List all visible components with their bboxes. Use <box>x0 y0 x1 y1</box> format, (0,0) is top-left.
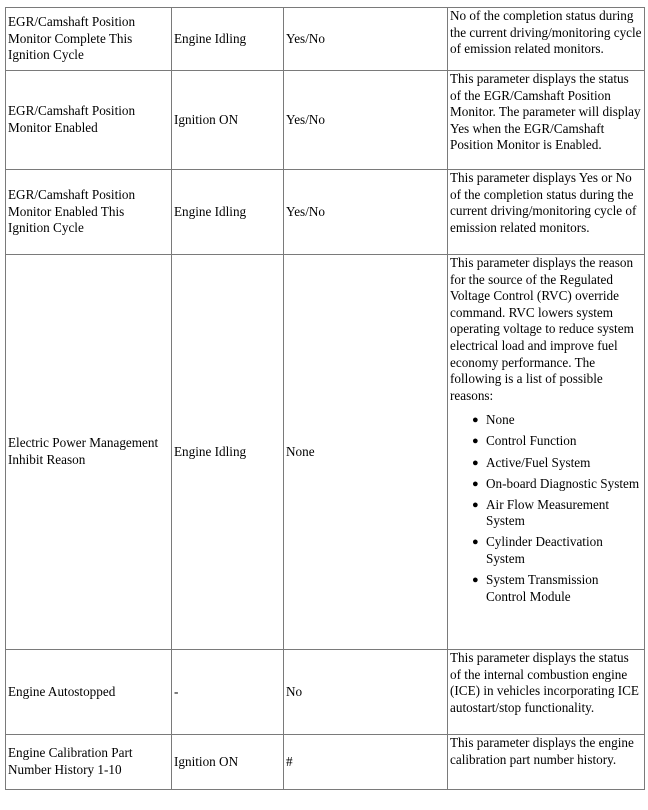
list-item: ● Active/Fuel System <box>472 454 591 470</box>
table-row <box>6 650 645 735</box>
value-cell: Yes/No <box>284 71 448 170</box>
parameter-table <box>5 7 645 790</box>
value-cell: Yes/No <box>284 8 448 71</box>
description-cell: This parameter displays the status of the internal combustion engine (ICE) in vehicles incorporating ICE autostart/stop functionality. <box>448 650 645 735</box>
bullet-icon: ● <box>472 414 479 427</box>
list-item: ● System Transmission Control Module <box>472 572 599 604</box>
table-row <box>6 255 645 650</box>
parameter-name: Electric Power Management Inhibit Reason <box>6 255 172 650</box>
bullet-icon: ● <box>472 498 479 511</box>
parameter-name: EGR/Camshaft Position Monitor Complete This Ignition Cycle <box>6 8 172 71</box>
value-cell: Yes/No <box>284 170 448 255</box>
condition-cell: Engine Idling <box>172 8 284 71</box>
condition-cell: Ignition ON <box>172 735 284 790</box>
list-item: ● Air Flow Measurement System <box>472 496 610 529</box>
condition-cell: Engine Idling <box>172 255 284 650</box>
parameter-name: EGR/Camshaft Position Monitor Enabled <box>6 71 172 170</box>
value-cell: No <box>284 650 448 735</box>
parameter-name: Engine Autostopped <box>6 650 172 735</box>
description-cell <box>448 255 645 650</box>
list-item: ● Cylinder Deactivation System <box>472 534 603 566</box>
bullet-icon: ● <box>472 536 479 549</box>
table-row <box>6 8 645 71</box>
value-cell: # <box>284 735 448 790</box>
bullet-icon: ● <box>472 435 479 448</box>
bullet-icon: ● <box>472 477 479 490</box>
condition-cell: Ignition ON <box>172 71 284 170</box>
parameter-name: EGR/Camshaft Position Monitor Enabled This Ignition Cycle <box>6 170 172 255</box>
condition-cell: - <box>172 650 284 735</box>
bullet-icon: ● <box>472 574 479 587</box>
description-cell: This parameter displays the status of the EGR/Camshaft Position Monitor. The parameter will display Yes when the EGR/Camshaft Position Monitor is Enabled. <box>448 71 645 170</box>
table-row <box>6 170 645 255</box>
reason-list <box>450 412 642 605</box>
list-item: ● Control Function <box>472 433 577 449</box>
condition-cell: Engine Idling <box>172 170 284 255</box>
description-text: This parameter displays the reason for the source of the Regulated Voltage Control (RVC) override command. RVC lowers system operating voltage to reduce system electrical load and improve fuel economy performance. The following is a list of possible reasons: <box>450 255 634 403</box>
description-cell: This parameter displays the engine calibration part number history. <box>448 735 645 790</box>
list-item: ● None <box>472 412 515 428</box>
list-item: ● On-board Diagnostic System <box>472 475 640 491</box>
parameter-name: Engine Calibration Part Number History 1-10 <box>6 735 172 790</box>
description-cell: This parameter displays Yes or No of the completion status during the current driving/monitoring cycle of emission related monitors. <box>448 170 645 255</box>
table-row <box>6 71 645 170</box>
description-cell: No of the completion status during the current driving/monitoring cycle of emission related monitors. <box>448 8 645 71</box>
bullet-icon: ● <box>472 456 479 469</box>
value-cell: None <box>284 255 448 650</box>
table-row <box>6 735 645 790</box>
